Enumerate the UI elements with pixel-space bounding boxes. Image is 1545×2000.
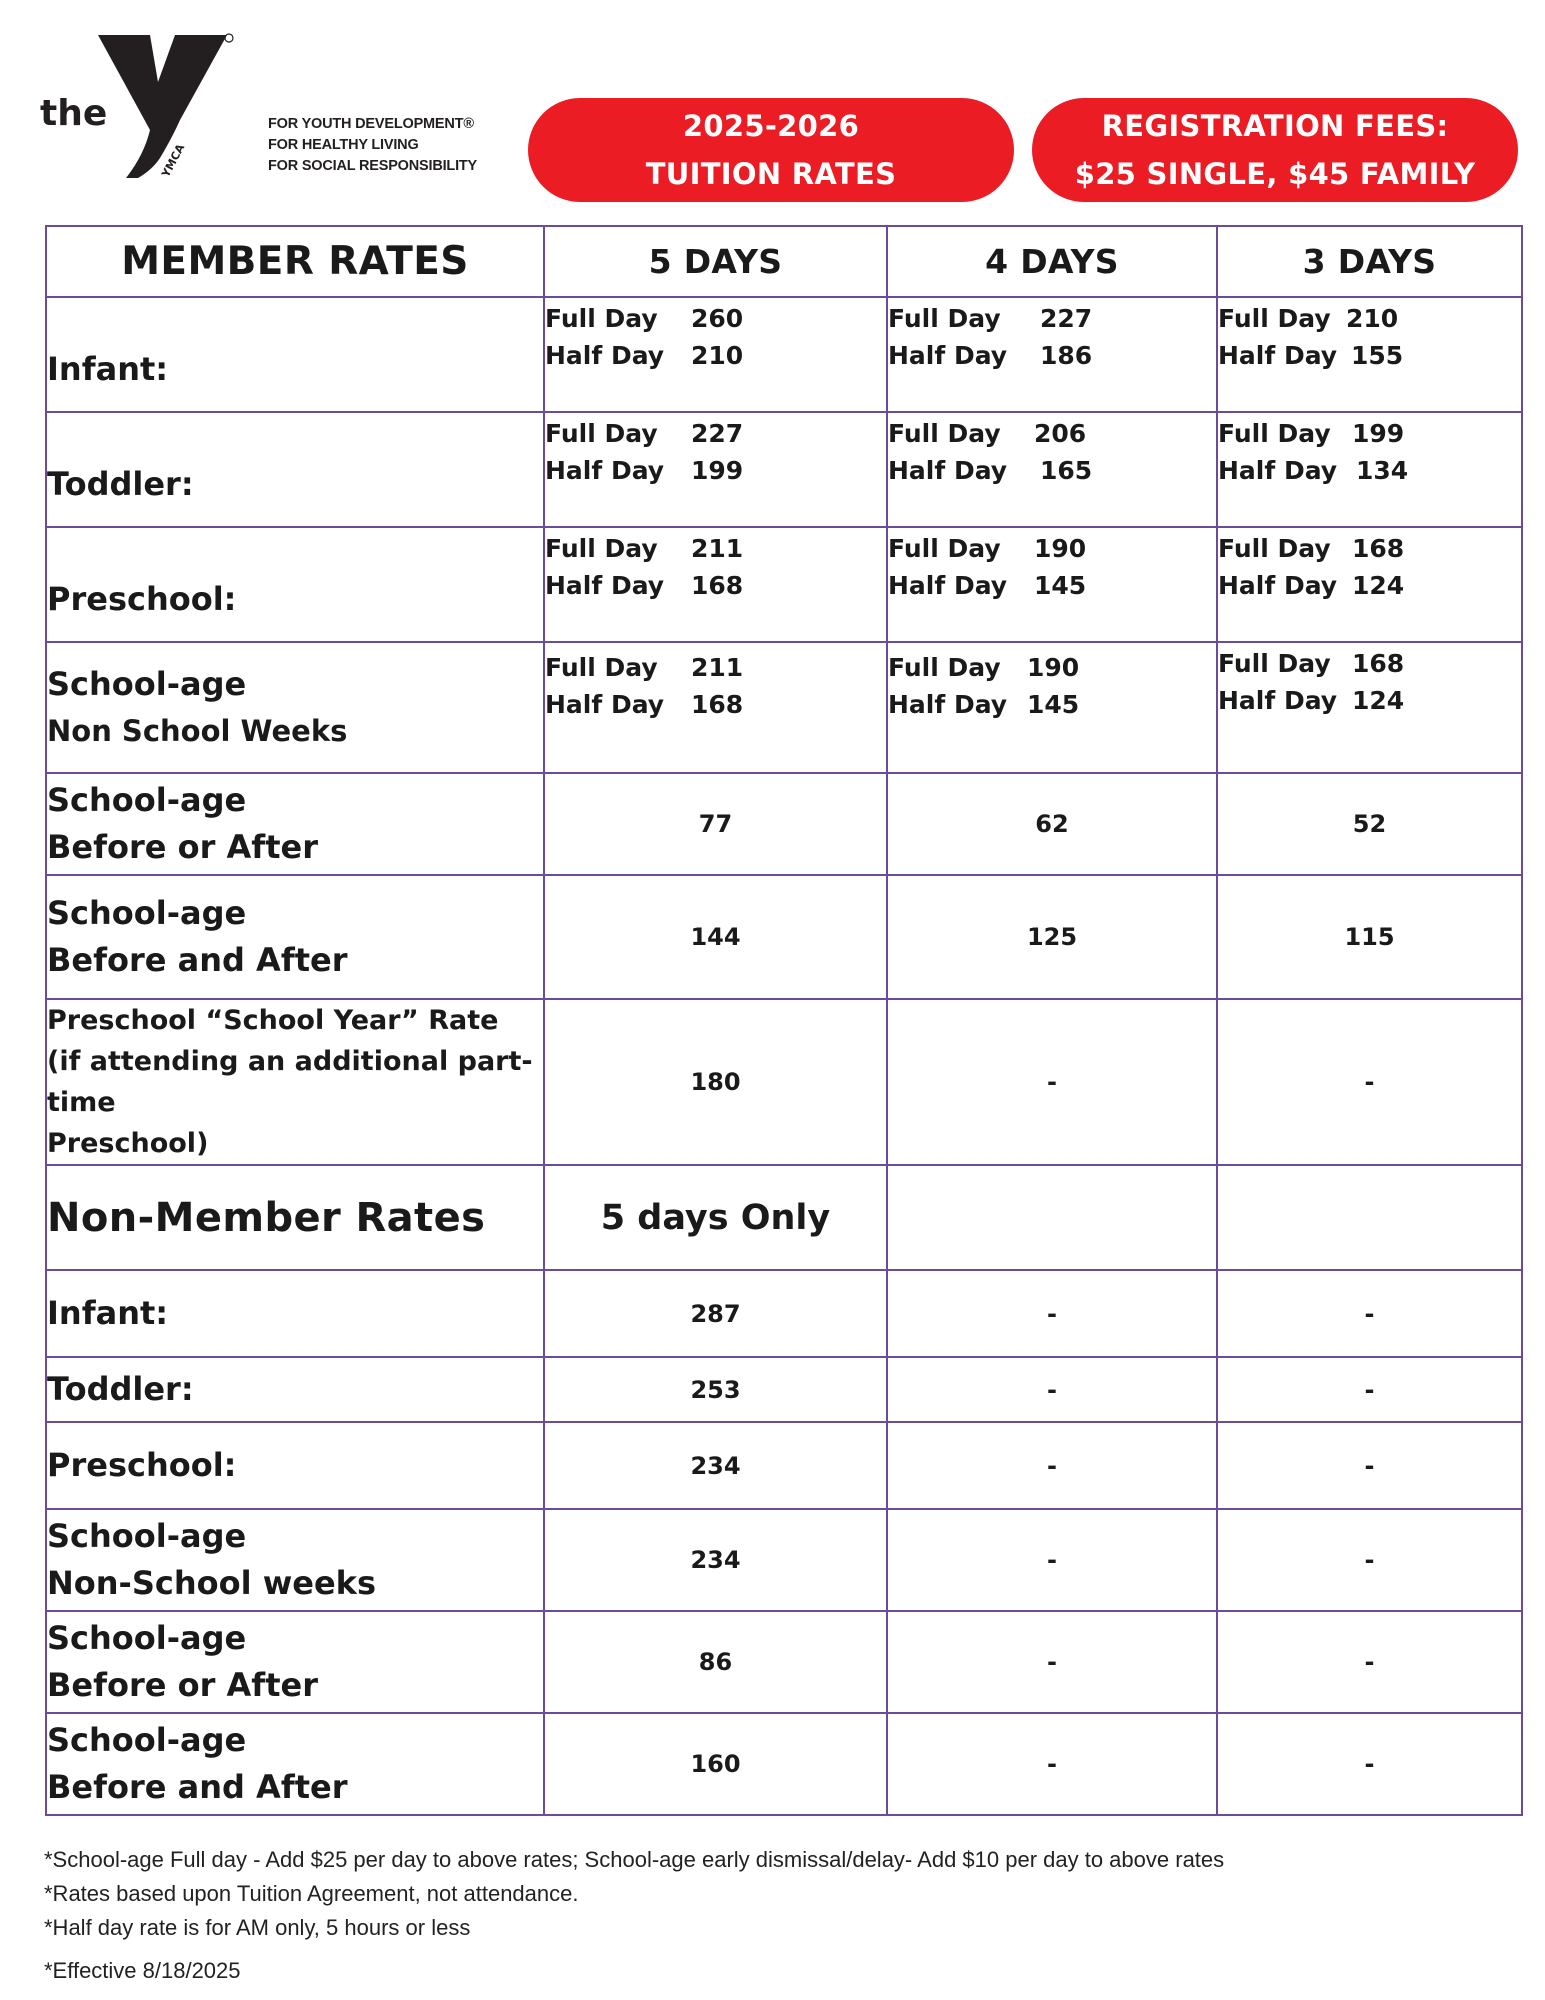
rate-value: - [1217,1611,1522,1713]
row-label-line: School-age [47,894,247,932]
rate-cell [1217,412,1522,527]
member-row-school-age-before-and-after [46,875,1522,999]
rate-value: 234 [544,1422,887,1509]
half-day-label: Half Day [545,571,665,600]
full-day-label: Full Day [545,304,658,333]
col-4-days: 4 DAYS [887,226,1217,297]
non-member-header-row [46,1165,1522,1270]
rate-value: - [887,1270,1217,1357]
half-day-label: Half Day [888,341,1008,370]
rate-value: - [1217,1357,1522,1422]
half-day-label: Half Day [888,690,1008,719]
half-day-label: Half Day [1218,571,1338,600]
row-label-line: Infant: [47,350,169,388]
row-label [46,1509,544,1611]
rate-value: - [887,1357,1217,1422]
rate-value: - [887,1509,1217,1611]
rate-value: 190 [1034,534,1087,563]
rate-value: - [1217,1270,1522,1357]
rate-value: 210 [1346,304,1399,333]
row-label [46,642,544,773]
member-row-preschool [46,527,1522,642]
non-member-row-school-age-before-or-after [46,1611,1522,1713]
rate-value: 253 [544,1357,887,1422]
row-label-line: Toddler: [47,465,194,503]
full-day-label: Full Day [545,653,658,682]
rate-value: 168 [691,571,744,600]
rate-cell [1217,297,1522,412]
member-header-row [46,226,1522,297]
row-label-line: Before and After [47,1768,348,1806]
effective-date: *Effective 8/18/2025 [44,1958,241,1983]
row-label [46,527,544,642]
full-day-label: Full Day [545,534,658,563]
half-day-label: Half Day [1218,686,1338,715]
non-member-row-school-age-non-school-weeks [46,1509,1522,1611]
rate-value: 186 [1040,341,1093,370]
empty-cell [1217,1165,1522,1270]
empty-cell [887,1165,1217,1270]
rate-value: 134 [1356,456,1409,485]
row-label-line: School-age [47,1721,247,1759]
rate-cell [1217,527,1522,642]
row-label-line: Before or After [47,1666,318,1704]
five-days-only-label: 5 days Only [544,1165,887,1270]
rate-value: 234 [544,1509,887,1611]
row-label [46,1611,544,1713]
rate-value: 124 [1352,571,1405,600]
fees-badge-title: REGISTRATION FEES: [1101,109,1449,143]
full-day-label: Full Day [1218,649,1331,678]
rate-value: 206 [1034,419,1087,448]
row-label [46,1357,544,1422]
rate-value: 199 [1352,419,1405,448]
full-day-label: Full Day [888,534,1001,563]
member-row-school-age-non-school-weeks [46,642,1522,773]
rate-value: 145 [1027,690,1080,719]
rate-value: 260 [691,304,744,333]
rate-value: - [1217,1422,1522,1509]
row-label [46,1270,544,1357]
tagline-2: FOR HEALTHY LIVING [268,137,419,153]
rate-value: 125 [887,875,1217,999]
half-day-label: Half Day [888,571,1008,600]
non-member-rates-heading: Non-Member Rates [46,1165,544,1270]
full-day-label: Full Day [1218,304,1331,333]
row-label-line: School-age [47,781,247,819]
rate-cell [544,297,887,412]
rate-value: 77 [544,773,887,875]
rate-value: 210 [691,341,744,370]
half-day-label: Half Day [545,456,665,485]
full-day-label: Full Day [888,419,1001,448]
row-label [46,773,544,875]
ymca-y-logo-mark [40,30,240,180]
row-label-line: Toddler: [47,1370,194,1408]
rate-value: 168 [691,690,744,719]
rate-value: - [887,1422,1217,1509]
tagline-1: FOR YOUTH DEVELOPMENT® [268,116,474,132]
rate-value: 168 [1352,649,1405,678]
rate-value: 124 [1352,686,1405,715]
row-label-line: Non School Weeks [47,713,348,748]
rate-value: - [1217,1713,1522,1815]
rate-value: 199 [691,456,744,485]
half-day-label: Half Day [1218,341,1338,370]
row-label-line: Before and After [47,941,348,979]
rate-cell [887,642,1217,773]
full-day-label: Full Day [1218,534,1331,563]
rate-value: 155 [1351,341,1404,370]
ymca-taglines [268,114,477,177]
rate-cell [544,642,887,773]
rate-value: 227 [691,419,744,448]
rate-value: 52 [1217,773,1522,875]
row-label-line: Before or After [47,828,318,866]
rate-value: - [1217,999,1522,1165]
col-3-days: 3 DAYS [1217,226,1522,297]
row-label-line: Infant: [47,1294,169,1332]
rate-value: - [1217,1509,1522,1611]
rate-value: - [887,1713,1217,1815]
row-label [46,412,544,527]
full-day-label: Full Day [888,653,1001,682]
rate-value: 86 [544,1611,887,1713]
rate-value: - [887,1611,1217,1713]
non-member-row-infant [46,1270,1522,1357]
rate-cell [1217,642,1522,773]
half-day-label: Half Day [545,341,665,370]
rate-value: 144 [544,875,887,999]
registration-fees-badge [1032,98,1518,202]
rate-cell [544,527,887,642]
tuition-rates-table [45,225,1523,1816]
row-label-line: Preschool: [47,1446,237,1484]
rate-value: 62 [887,773,1217,875]
member-rates-heading: MEMBER RATES [46,226,544,297]
row-label-line: School-age [47,1619,247,1657]
rate-cell [887,412,1217,527]
rate-value: 211 [691,534,744,563]
footnote: *Half day rate is for AM only, 5 hours or less [44,1915,471,1940]
half-day-label: Half Day [545,690,665,719]
row-label [46,999,544,1165]
tuition-badge-title: TUITION RATES [645,157,897,191]
rate-cell [544,412,887,527]
logo-word: the [40,93,108,134]
rate-value: 145 [1034,571,1087,600]
rate-value: 165 [1040,456,1093,485]
logo-vertical-text: YMCA [159,141,188,180]
row-label-line: Preschool “School Year” Rate [47,1005,499,1036]
rate-value: 115 [1217,875,1522,999]
full-day-label: Full Day [888,304,1001,333]
non-member-row-school-age-before-and-after [46,1713,1522,1815]
rate-cell [887,527,1217,642]
tagline-3: FOR SOCIAL RESPONSIBILITY [268,158,478,174]
footnote: *Rates based upon Tuition Agreement, not attendance. [44,1881,579,1906]
row-label [46,875,544,999]
member-row-school-age-before-or-after [46,773,1522,875]
row-label [46,1713,544,1815]
member-row-preschool-school-year [46,999,1522,1165]
row-label [46,297,544,412]
ymca-logo [40,30,240,180]
non-member-row-preschool [46,1422,1522,1509]
member-row-toddler [46,412,1522,527]
full-day-label: Full Day [545,419,658,448]
rate-cell [887,297,1217,412]
rate-value: 287 [544,1270,887,1357]
non-member-row-toddler [46,1357,1522,1422]
half-day-label: Half Day [888,456,1008,485]
row-label-line: Preschool: [47,580,237,618]
member-row-infant [46,297,1522,412]
tuition-badge-year: 2025-2026 [682,109,860,143]
rate-value: 160 [544,1713,887,1815]
col-5-days: 5 DAYS [544,226,887,297]
row-label [46,1422,544,1509]
rate-value: 168 [1352,534,1405,563]
fees-badge-amounts: $25 SINGLE, $45 FAMILY [1074,157,1476,191]
rate-value: - [887,999,1217,1165]
half-day-label: Half Day [1218,456,1338,485]
rate-value: 180 [544,999,887,1165]
row-label-line: Non-School weeks [47,1564,376,1602]
rate-value: 227 [1040,304,1093,333]
footnotes [44,1843,1224,1945]
footnote: *School-age Full day - Add $25 per day to above rates; School-age early dismissal/delay- Add $10 per day to above rates [44,1847,1225,1872]
row-label-line: Preschool) [47,1128,209,1159]
row-label-line: School-age [47,1517,247,1555]
row-label-line: (if attending an additional part-time [47,1046,533,1118]
rate-value: 211 [691,653,744,682]
full-day-label: Full Day [1218,419,1331,448]
row-label-line: School-age [47,664,247,703]
tuition-rates-badge [528,98,1014,202]
rate-value: 190 [1027,653,1080,682]
